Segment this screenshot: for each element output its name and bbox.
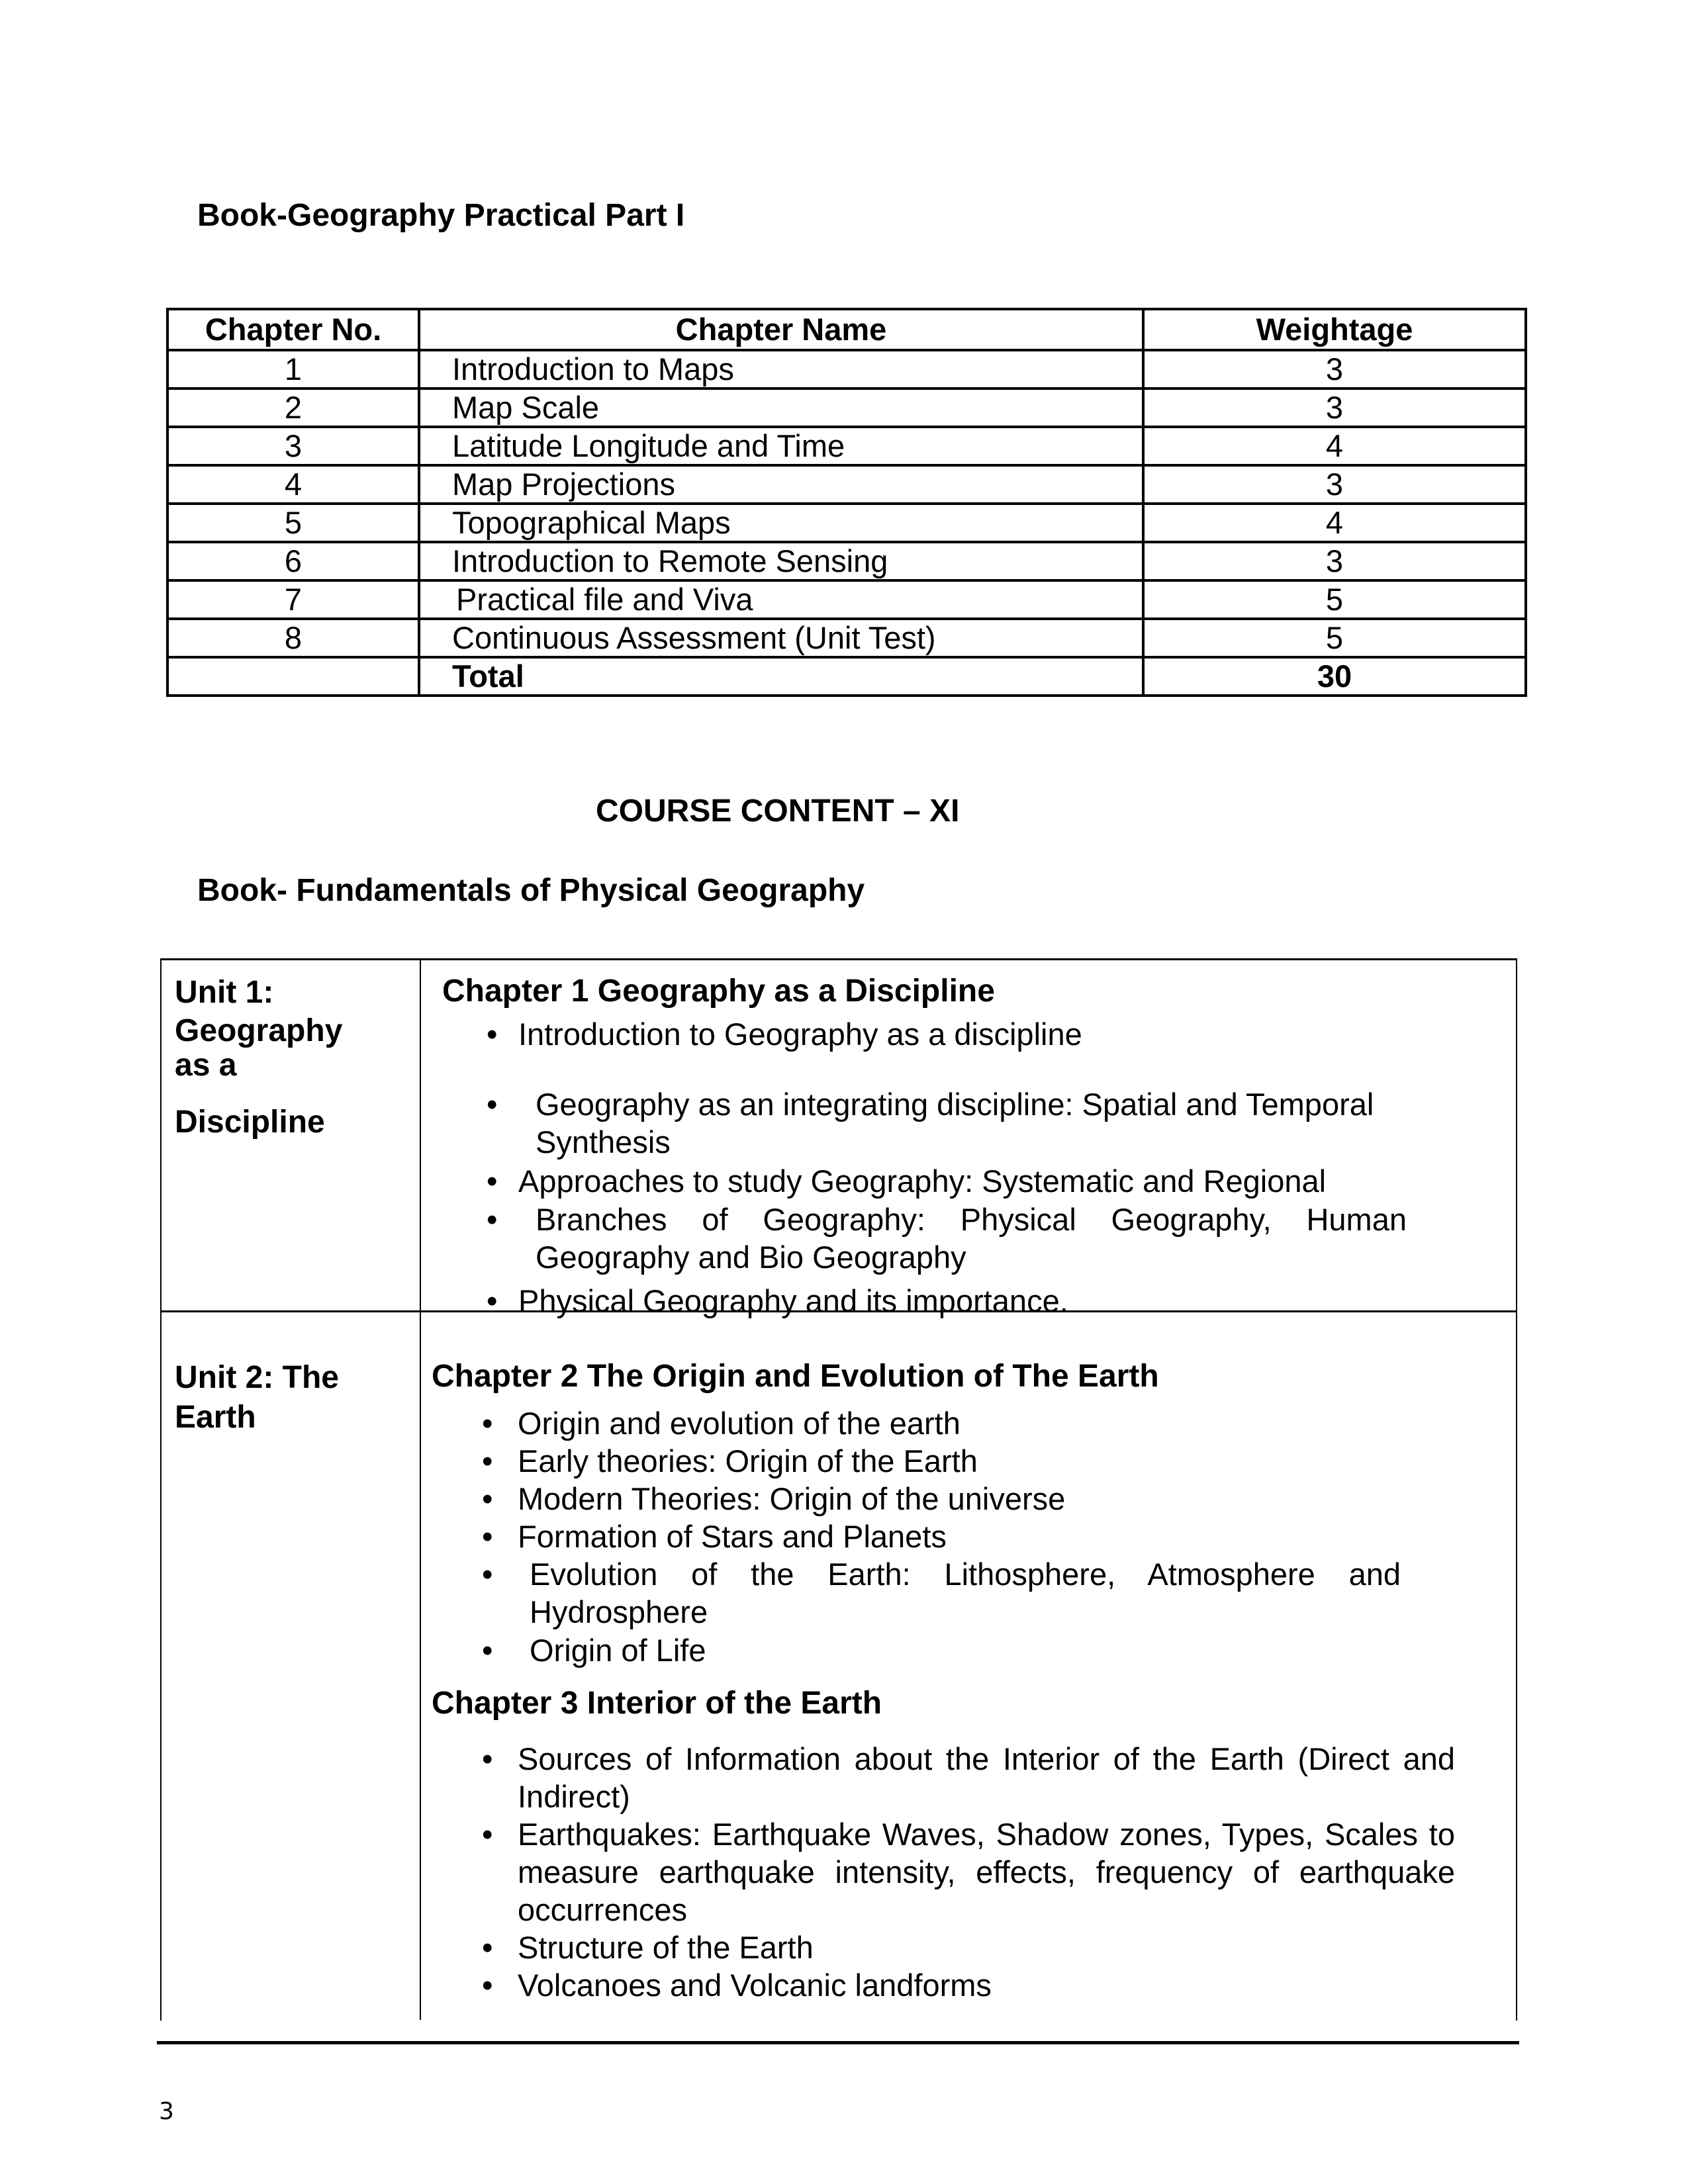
bullet-item xyxy=(482,1518,1448,1555)
bullet-icon: • xyxy=(482,1930,493,1965)
bullet-item xyxy=(482,1442,1448,1480)
bullet-icon: • xyxy=(482,1443,493,1479)
column-divider xyxy=(420,958,421,2020)
table-row xyxy=(167,542,1526,580)
unit-1-line: as a xyxy=(175,1048,237,1083)
bullet-item xyxy=(482,1740,1455,1815)
bullet-icon: • xyxy=(482,1406,493,1441)
bullet-icon: • xyxy=(482,1633,493,1668)
weightage: 3 xyxy=(1143,542,1526,580)
chapter-name: Map Projections xyxy=(419,465,1143,504)
bullet-item xyxy=(487,1201,1407,1276)
bullet-text: Earthquakes: Earthquake Waves, Shadow zones, Types, Scales to measure earthquake intensity, effects, frequency of earthquake occurrences xyxy=(518,1817,1455,1927)
weightage: 5 xyxy=(1143,580,1526,619)
bullet-item xyxy=(482,1480,1448,1518)
chapter-name: Topographical Maps xyxy=(419,504,1143,542)
total-chapter-no xyxy=(167,657,419,696)
bullet-text: Formation of Stars and Planets xyxy=(518,1519,947,1554)
chapter-no: 3 xyxy=(167,427,419,465)
unit-2-label xyxy=(175,1358,339,1437)
bullet-icon: • xyxy=(482,1481,493,1516)
table-row xyxy=(167,465,1526,504)
bullet-icon: • xyxy=(482,1741,493,1776)
table-row xyxy=(167,350,1526,388)
bullet-text: Early theories: Origin of the Earth xyxy=(518,1443,978,1479)
unit-1-line: Discipline xyxy=(175,1105,325,1140)
chapter-no: 6 xyxy=(167,542,419,580)
chapter-1-title: Chapter 1 Geography as a Discipline xyxy=(442,974,995,1009)
table-total-row xyxy=(167,657,1526,696)
weightage: 3 xyxy=(1143,465,1526,504)
chapter-no: 8 xyxy=(167,619,419,657)
book-title: Book- Fundamentals of Physical Geography xyxy=(197,873,865,908)
chapter-no: 5 xyxy=(167,504,419,542)
table-row xyxy=(167,388,1526,427)
weightage: 5 xyxy=(1143,619,1526,657)
bullet-item xyxy=(487,1162,1446,1200)
table-header-row xyxy=(167,309,1526,350)
weightage-table xyxy=(166,308,1527,697)
chapter-2-title: Chapter 2 The Origin and Evolution of The Earth xyxy=(432,1359,1159,1394)
bullet-icon: • xyxy=(482,1519,493,1554)
unit-2-line: Earth xyxy=(175,1400,256,1435)
table-row xyxy=(167,580,1526,619)
weightage: 3 xyxy=(1143,350,1526,388)
header-chapter-no: Chapter No. xyxy=(167,309,419,350)
bullet-item xyxy=(482,1631,1448,1669)
weightage: 4 xyxy=(1143,504,1526,542)
chapter-no: 7 xyxy=(167,580,419,619)
bullet-item xyxy=(482,1815,1455,1929)
bullet-icon: • xyxy=(487,1087,498,1122)
bullet-item xyxy=(482,1404,1448,1442)
unit-1-line: Geography xyxy=(175,1013,343,1048)
chapter-name: Introduction to Maps xyxy=(419,350,1143,388)
chapter-name: Introduction to Remote Sensing xyxy=(419,542,1143,580)
bullet-text: Origin and evolution of the earth xyxy=(518,1406,961,1441)
practical-book-title: Book-Geography Practical Part I xyxy=(197,198,685,233)
bullet-text: Modern Theories: Origin of the universe xyxy=(518,1481,1066,1516)
bullet-item xyxy=(482,1966,1455,2004)
chapter-name: Continuous Assessment (Unit Test) xyxy=(419,619,1143,657)
bullet-icon: • xyxy=(482,1817,493,1852)
bullet-text: Approaches to study Geography: Systematic and Regional xyxy=(518,1163,1327,1199)
bullet-icon: • xyxy=(487,1017,498,1052)
bullet-item xyxy=(482,1929,1455,1966)
bullet-text: Physical Geography and its importance. xyxy=(518,1283,1068,1318)
page-number: 3 xyxy=(159,2098,174,2125)
bullet-text: Structure of the Earth xyxy=(518,1930,814,1965)
bullet-text: Evolution of the Earth: Lithosphere, Atmosphere and Hydrosphere xyxy=(530,1557,1401,1629)
unit-1-label xyxy=(175,973,342,1142)
unit-2-line: Unit 2: The xyxy=(175,1360,339,1395)
bullet-text: Geography as an integrating discipline: Spatial and Temporal Synthesis xyxy=(536,1087,1374,1160)
chapter-no: 2 xyxy=(167,388,419,427)
bullet-item xyxy=(487,1085,1427,1161)
bullet-icon: • xyxy=(487,1283,498,1318)
chapter-3-title: Chapter 3 Interior of the Earth xyxy=(432,1686,882,1721)
bullet-item xyxy=(487,1282,1446,1320)
footer-rule xyxy=(157,2041,1519,2044)
bullet-text: Introduction to Geography as a discipline xyxy=(518,1017,1082,1052)
total-label: Total xyxy=(419,657,1143,696)
chapter-name: Latitude Longitude and Time xyxy=(419,427,1143,465)
bullet-text: Origin of Life xyxy=(530,1633,706,1668)
bullet-text: Branches of Geography: Physical Geography, Human Geography and Bio Geography xyxy=(536,1202,1407,1275)
header-weightage: Weightage xyxy=(1143,309,1526,350)
header-chapter-name: Chapter Name xyxy=(419,309,1143,350)
table-row xyxy=(167,504,1526,542)
chapter-no: 1 xyxy=(167,350,419,388)
bullet-icon: • xyxy=(482,1968,493,2003)
weightage: 4 xyxy=(1143,427,1526,465)
bullet-text: Volcanoes and Volcanic landforms xyxy=(518,1968,992,2003)
chapter-name: Map Scale xyxy=(419,388,1143,427)
table-row xyxy=(167,619,1526,657)
course-content-title: COURSE CONTENT – XI xyxy=(596,794,960,829)
bullet-icon: • xyxy=(487,1202,498,1237)
chapter-no: 4 xyxy=(167,465,419,504)
chapter-name: Practical file and Viva xyxy=(419,580,1143,619)
bullet-text: Sources of Information about the Interior of the Earth (Direct and Indirect) xyxy=(518,1741,1455,1814)
table-row xyxy=(167,427,1526,465)
bullet-item xyxy=(487,1015,1446,1053)
bullet-icon: • xyxy=(482,1557,493,1592)
bullet-item xyxy=(482,1555,1401,1631)
unit-1-line: Unit 1: xyxy=(175,975,274,1010)
bullet-icon: • xyxy=(487,1163,498,1199)
total-weightage: 30 xyxy=(1143,657,1526,696)
weightage: 3 xyxy=(1143,388,1526,427)
